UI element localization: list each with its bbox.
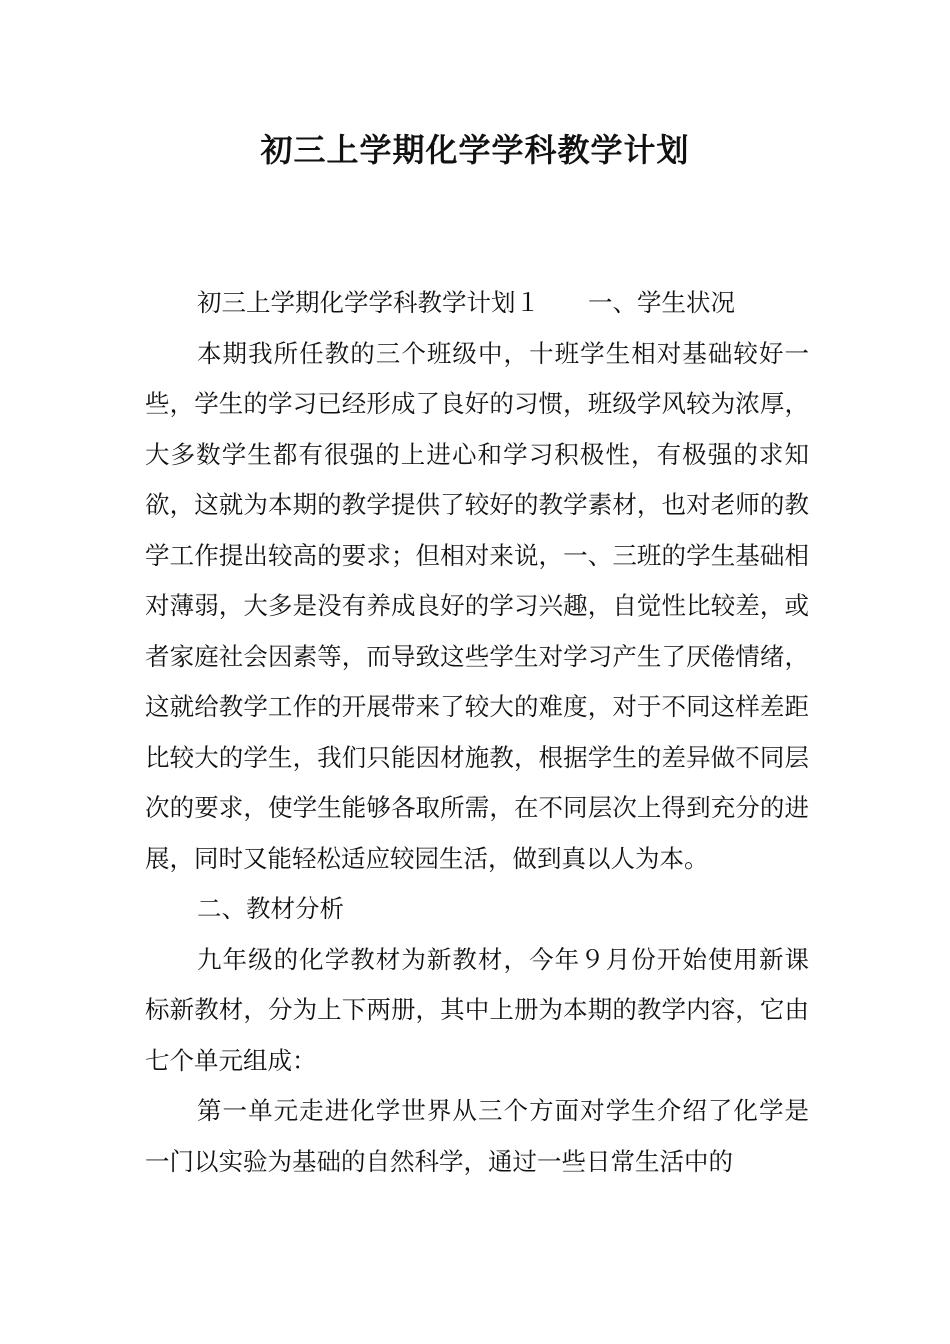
document-body	[145, 278, 809, 1187]
paragraph-student-status: 本期我所任教的三个班级中，十班学生相对基础较好一些，学生的学习已经形成了良好的习惯，班级学风较为浓厚，大多数学生都有很强的上进心和学习积极性，有极强的求知欲，这就为本期的教学提供了较好的教学素材，也对老师的教学工作提出较高的要求；但相对来说，一、三班的学生基础相对薄弱，大多是没有养成良好的学习兴趣，自觉性比较差，或者家庭社会因素等，而导致这些学生对学习产生了厌倦情绪，这就给教学工作的开展带来了较大的难度，对于不同这样差距比较大的学生，我们只能因材施教，根据学生的差异做不同层次的要求，使学生能够各取所需，在不同层次上得到充分的进展，同时又能轻松适应较园生活，做到真以人为本。	[145, 338, 809, 873]
section-heading-textbook-analysis: 二、教材分析	[197, 894, 344, 923]
plan-subtitle: 初三上学期化学学科教学计划１	[197, 288, 540, 317]
paragraph-unit-one: 第一单元走进化学世界从三个方面对学生介绍了化学是一门以实验为基础的自然科学，通过一些日常生活中的	[145, 1096, 809, 1176]
intro-line	[145, 278, 809, 329]
paragraph-textbook-overview: 九年级的化学教材为新教材，今年９月份开始使用新课标新教材，分为上下两册，其中上册为本期的教学内容，它由七个单元组成：	[145, 944, 809, 1075]
section-heading-student-status: 一、学生状况	[588, 288, 735, 317]
document-title: 初三上学期化学学科教学计划	[260, 131, 690, 169]
